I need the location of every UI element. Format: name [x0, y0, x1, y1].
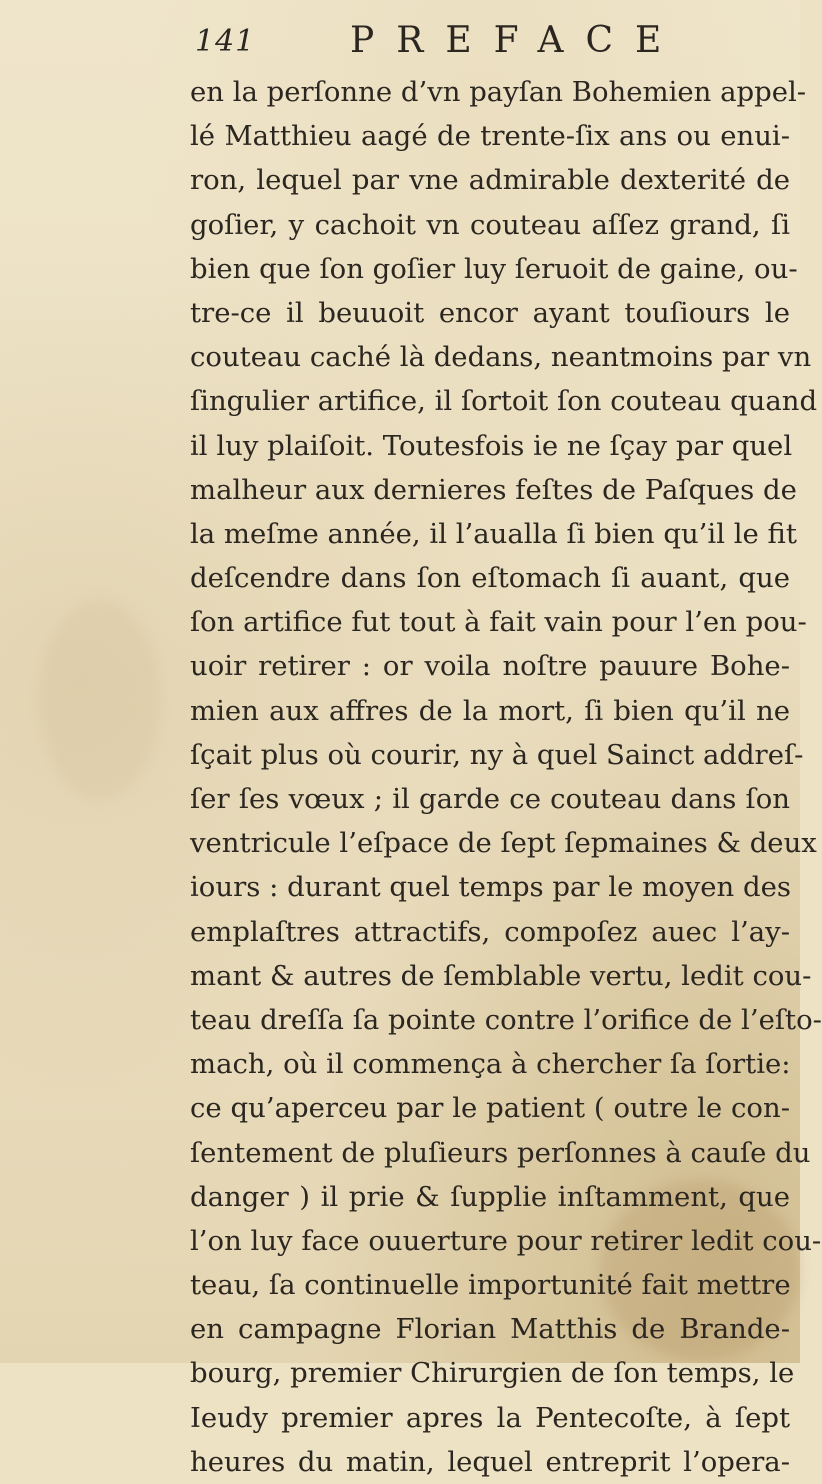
text-line: iours : durant quel temps par le moyen des	[190, 871, 791, 904]
text-line: deſcendre dans ſon eſtomach ſi auant, que	[190, 562, 790, 595]
body-text	[190, 70, 822, 1484]
text-line: mien aux affres de la mort, ſi bien qu’il ne	[190, 694, 790, 727]
text-line: ſon artifice fut tout à fait vain pour l’en pou-	[190, 606, 807, 639]
text-line: lé Matthieu aagé de trente-ſix ans ou enui-	[190, 120, 790, 153]
text-line: mant & autres de ſemblable vertu, ledit cou-	[190, 959, 812, 992]
text-line: ſingulier artifice, il ſortoit ſon couteau quand	[190, 385, 818, 418]
text-line: emplaſtres attractifs, compoſez auec l’ay-	[190, 915, 790, 948]
text-line: heures du matin, lequel entreprit l’opera-	[190, 1445, 790, 1478]
text-line: ſçait plus où courir, ny à quel Sainct addreſ-	[190, 738, 804, 771]
running-title: PREFACE	[350, 20, 684, 61]
text-line: ce qu’aperceu par le patient ( outre le con-	[190, 1092, 790, 1125]
text-line: mach, où il commença à chercher ſa ſortie:	[190, 1048, 791, 1081]
text-line: tre-ce il beuuoit encor ayant touſiours le	[190, 296, 790, 329]
text-line: malheur aux dernieres feſtes de Paſques de	[190, 473, 797, 506]
paper-stain	[40, 600, 160, 800]
text-line: il luy plaiſoit. Toutesfois ie ne ſçay par quel	[190, 429, 793, 462]
text-line: en la perſonne d’vn payſan Bohemien appel-	[190, 76, 807, 108]
text-line: bourg, premier Chirurgien de ſon temps, le	[190, 1357, 795, 1390]
text-line: ron, lequel par vne admirable dexterité de	[190, 164, 790, 197]
page-header	[195, 18, 755, 64]
text-line: bien que ſon goſier luy ſeruoit de gaine, ou-	[190, 252, 798, 285]
page-number: 141	[195, 24, 256, 59]
text-line: ſer ſes vœux ; il garde ce couteau dans ſon	[190, 783, 790, 815]
text-line: ſentement de pluſieurs perſonnes à cauſe du	[190, 1136, 811, 1169]
text-line: la meſme année, il l’aualla ſi bien qu’il le fit	[190, 517, 797, 550]
text-line: couteau caché là dedans, neantmoins par vn	[190, 341, 812, 374]
text-line: teau, ſa continuelle importunité fait mettre	[190, 1269, 791, 1302]
text-line: l’on luy face ouuerture pour retirer ledit cou-	[190, 1224, 822, 1257]
text-line: en campagne Florian Matthis de Brande-	[190, 1313, 790, 1346]
text-line: uoir retirer : or voila noſtre pauure Bohe-	[190, 650, 790, 683]
text-line: Ieudy premier apres la Pentecoſte, à ſept	[190, 1401, 790, 1434]
text-line: goſier, y cachoit vn couteau aſſez grand, ſi	[190, 208, 790, 241]
text-line: teau dreſſa ſa pointe contre l’orifice de l’eſto-	[190, 1003, 822, 1036]
text-line: danger ) il prie & ſupplie inſtamment, que	[190, 1180, 790, 1213]
text-line: ventricule l’eſpace de ſept ſepmaines & deux	[190, 827, 817, 860]
